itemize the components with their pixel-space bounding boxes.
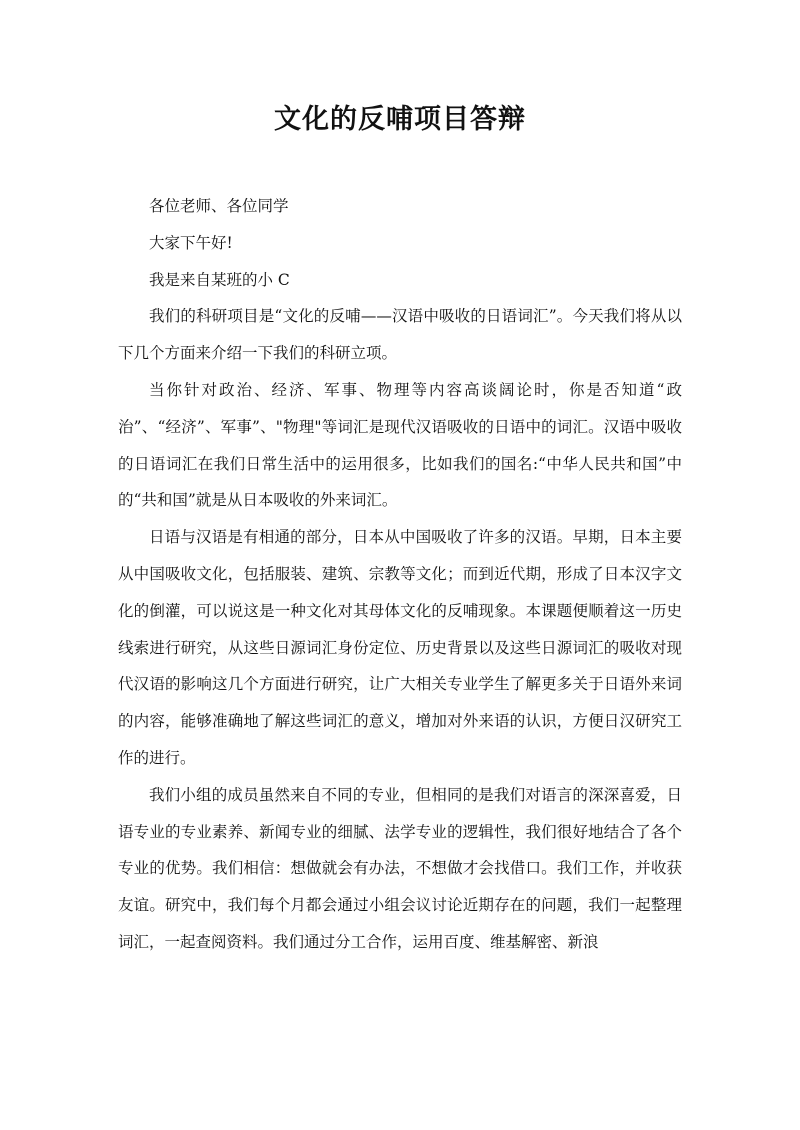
paragraph-greeting-teachers: 各位老师、各位同学	[149, 197, 289, 215]
paragraph-history-background: 日语与汉语是有相通的部分，日本从中国吸收了许多的汉语。早期，日本主要从中国吸收文化，包括服装、建筑、宗教等文化；而到近代期，形成了日本汉字文化的倒灌，可以说这是一种文化对其母体文化的反哺现象。本课题便顺着这一历史线索进行研究，从这些日源词汇身份定位、历史背景以及这些日源词汇的吸收对现代汉语的影响这几个方面进行研究，让广大相关专业学生了解更多关于日语外来词的内容，能够准确地了解这些词汇的意义，增加对外来语的认识，方便日汉研究工作的进行。	[118, 528, 682, 767]
paragraph-project-topic: 我们的科研项目是“文化的反哺——汉语中吸收的日语词汇”。今天我们将从以下几个方面来介绍一下我们的科研立项。	[118, 307, 682, 363]
paragraph-self-introduction: 我是来自某班的小 C	[149, 270, 290, 289]
paragraph-vocabulary-examples: 当你针对政治、经济、军事、物理等内容高谈阔论时，你是否知道“政治”、“经济”、军事”、"物理"等词汇是现代汉语吸收的日语中的词汇。汉语中吸收的日语词汇在我们日常生活中的运用很多，比如我们的国名:“中华人民共和国”中的“共和国”就是从日本吸收的外来词汇。	[118, 380, 682, 510]
document-body	[118, 188, 682, 961]
paragraph-team-introduction: 我们小组的成员虽然来自不同的专业，但相同的是我们对语言的深深喜爱，日语专业的专业素养、新闻专业的细腻、法学专业的逻辑性，我们很好地结合了各个专业的优势。我们相信：想做就会有办法，不想做才会找借口。我们工作，并收获友谊。研究中，我们每个月都会通过小组会议讨论近期存在的问题，我们一起整理词汇，一起查阅资料。我们通过分工合作，运用百度、维基解密、新浪	[118, 785, 682, 951]
paragraph-greeting-afternoon: 大家下午好!	[149, 233, 233, 252]
document-title: 文化的反哺项目答辩	[274, 104, 526, 135]
